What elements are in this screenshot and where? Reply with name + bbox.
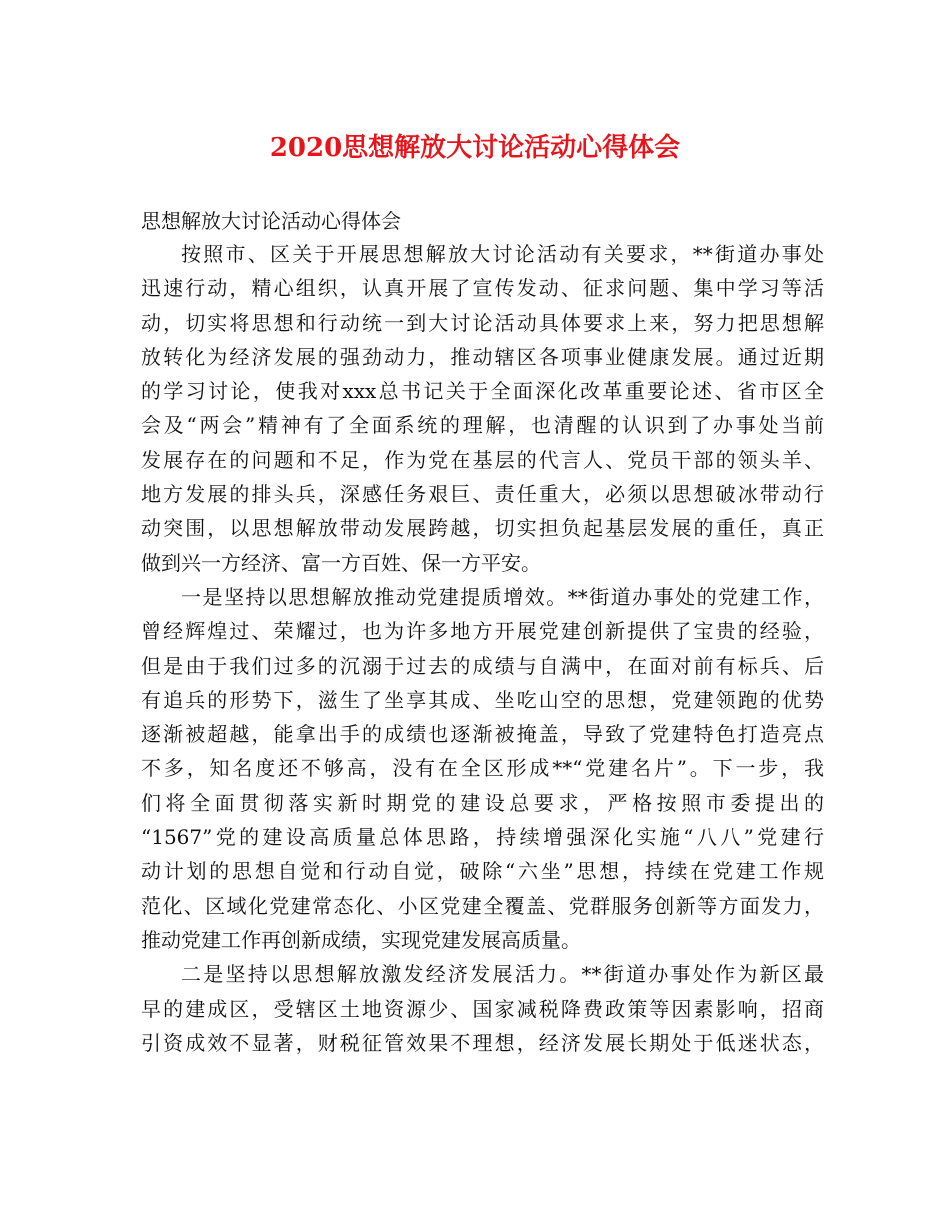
paragraph-line: 推动党建工作再创新成绩，实现党建发展高质量。 bbox=[141, 927, 581, 952]
paragraph-line: 迅速行动，精心组织，认真开展了宣传发动、征求问题、集中学习等活 bbox=[141, 276, 824, 301]
paragraph bbox=[141, 957, 824, 1060]
paragraph bbox=[141, 580, 824, 957]
paragraph-line: 按照市、区关于开展思想解放大讨论活动有关要求，**街道办事处 bbox=[181, 242, 824, 266]
paragraph-line: 动突围，以思想解放带动发展跨越，切实担负起基层发展的重任，真正 bbox=[141, 516, 824, 541]
paragraph-line: 的学习讨论，使我对xxx总书记关于全面深化改革重要论述、省市区全 bbox=[141, 379, 824, 404]
paragraph-line: 发展存在的问题和不足，作为党在基层的代言人、党员干部的领头羊、 bbox=[141, 447, 824, 472]
paragraph-line: 有追兵的形势下，滋生了坐享其成、坐吃山空的思想，党建领跑的优势 bbox=[141, 687, 824, 712]
paragraph-line: 二是坚持以思想解放激发经济发展活力。**街道办事处作为新区最 bbox=[181, 962, 824, 987]
document-title: 2020思想解放大讨论活动心得体会 bbox=[269, 133, 681, 163]
paragraph-line: 但是由于我们过多的沉溺于过去的成绩与自满中，在面对前有标兵、后 bbox=[141, 653, 824, 678]
paragraph-line: 放转化为经济发展的强劲动力，推动辖区各项事业健康发展。通过近期 bbox=[141, 344, 824, 369]
paragraph-line: 曾经辉煌过、荣耀过，也为许多地方开展党建创新提供了宝贵的经验， bbox=[141, 619, 824, 644]
paragraph-line: 引资成效不显著，财税征管效果不理想，经济发展长期处于低迷状态， bbox=[141, 1030, 824, 1055]
paragraph-list bbox=[141, 237, 824, 1060]
paragraph-line: 动，切实将思想和行动统一到大讨论活动具体要求上来，努力把思想解 bbox=[141, 310, 824, 335]
paragraph-line: 会及“两会”精神有了全面系统的理解，也清醒的认识到了办事处当前 bbox=[141, 413, 824, 438]
paragraph-line: 早的建成区，受辖区土地资源少、国家减税降费政策等因素影响，招商 bbox=[141, 996, 824, 1021]
paragraph-line: 们将全面贯彻落实新时期党的建设总要求，严格按照市委提出的 bbox=[141, 790, 824, 815]
paragraph-line: 地方发展的排头兵，深感任务艰巨、责任重大，必须以思想破冰带动行 bbox=[141, 482, 824, 507]
document-body bbox=[141, 206, 824, 1060]
paragraph-line: 动计划的思想自觉和行动自觉，破除“六坐”思想，持续在党建工作规 bbox=[141, 859, 824, 884]
paragraph-line: 范化、区域化党建常态化、小区党建全覆盖、党群服务创新等方面发力， bbox=[141, 893, 824, 918]
paragraph-line: 一是坚持以思想解放推动党建提质增效。**街道办事处的党建工作， bbox=[181, 584, 824, 609]
paragraph-line: “1567”党的建设高质量总体思路，持续增强深化实施“八八”党建行 bbox=[141, 825, 824, 850]
paragraph-line: 做到兴一方经济、富一方百姓、保一方平安。 bbox=[141, 550, 541, 575]
paragraph-line: 不多，知名度还不够高，没有在全区形成**“党建名片”。下一步，我 bbox=[141, 756, 824, 781]
document-subtitle: 思想解放大讨论活动心得体会 bbox=[141, 209, 401, 233]
paragraph-line: 逐渐被超越，能拿出手的成绩也逐渐被掩盖，导致了党建特色打造亮点 bbox=[141, 722, 824, 747]
paragraph bbox=[141, 237, 824, 580]
